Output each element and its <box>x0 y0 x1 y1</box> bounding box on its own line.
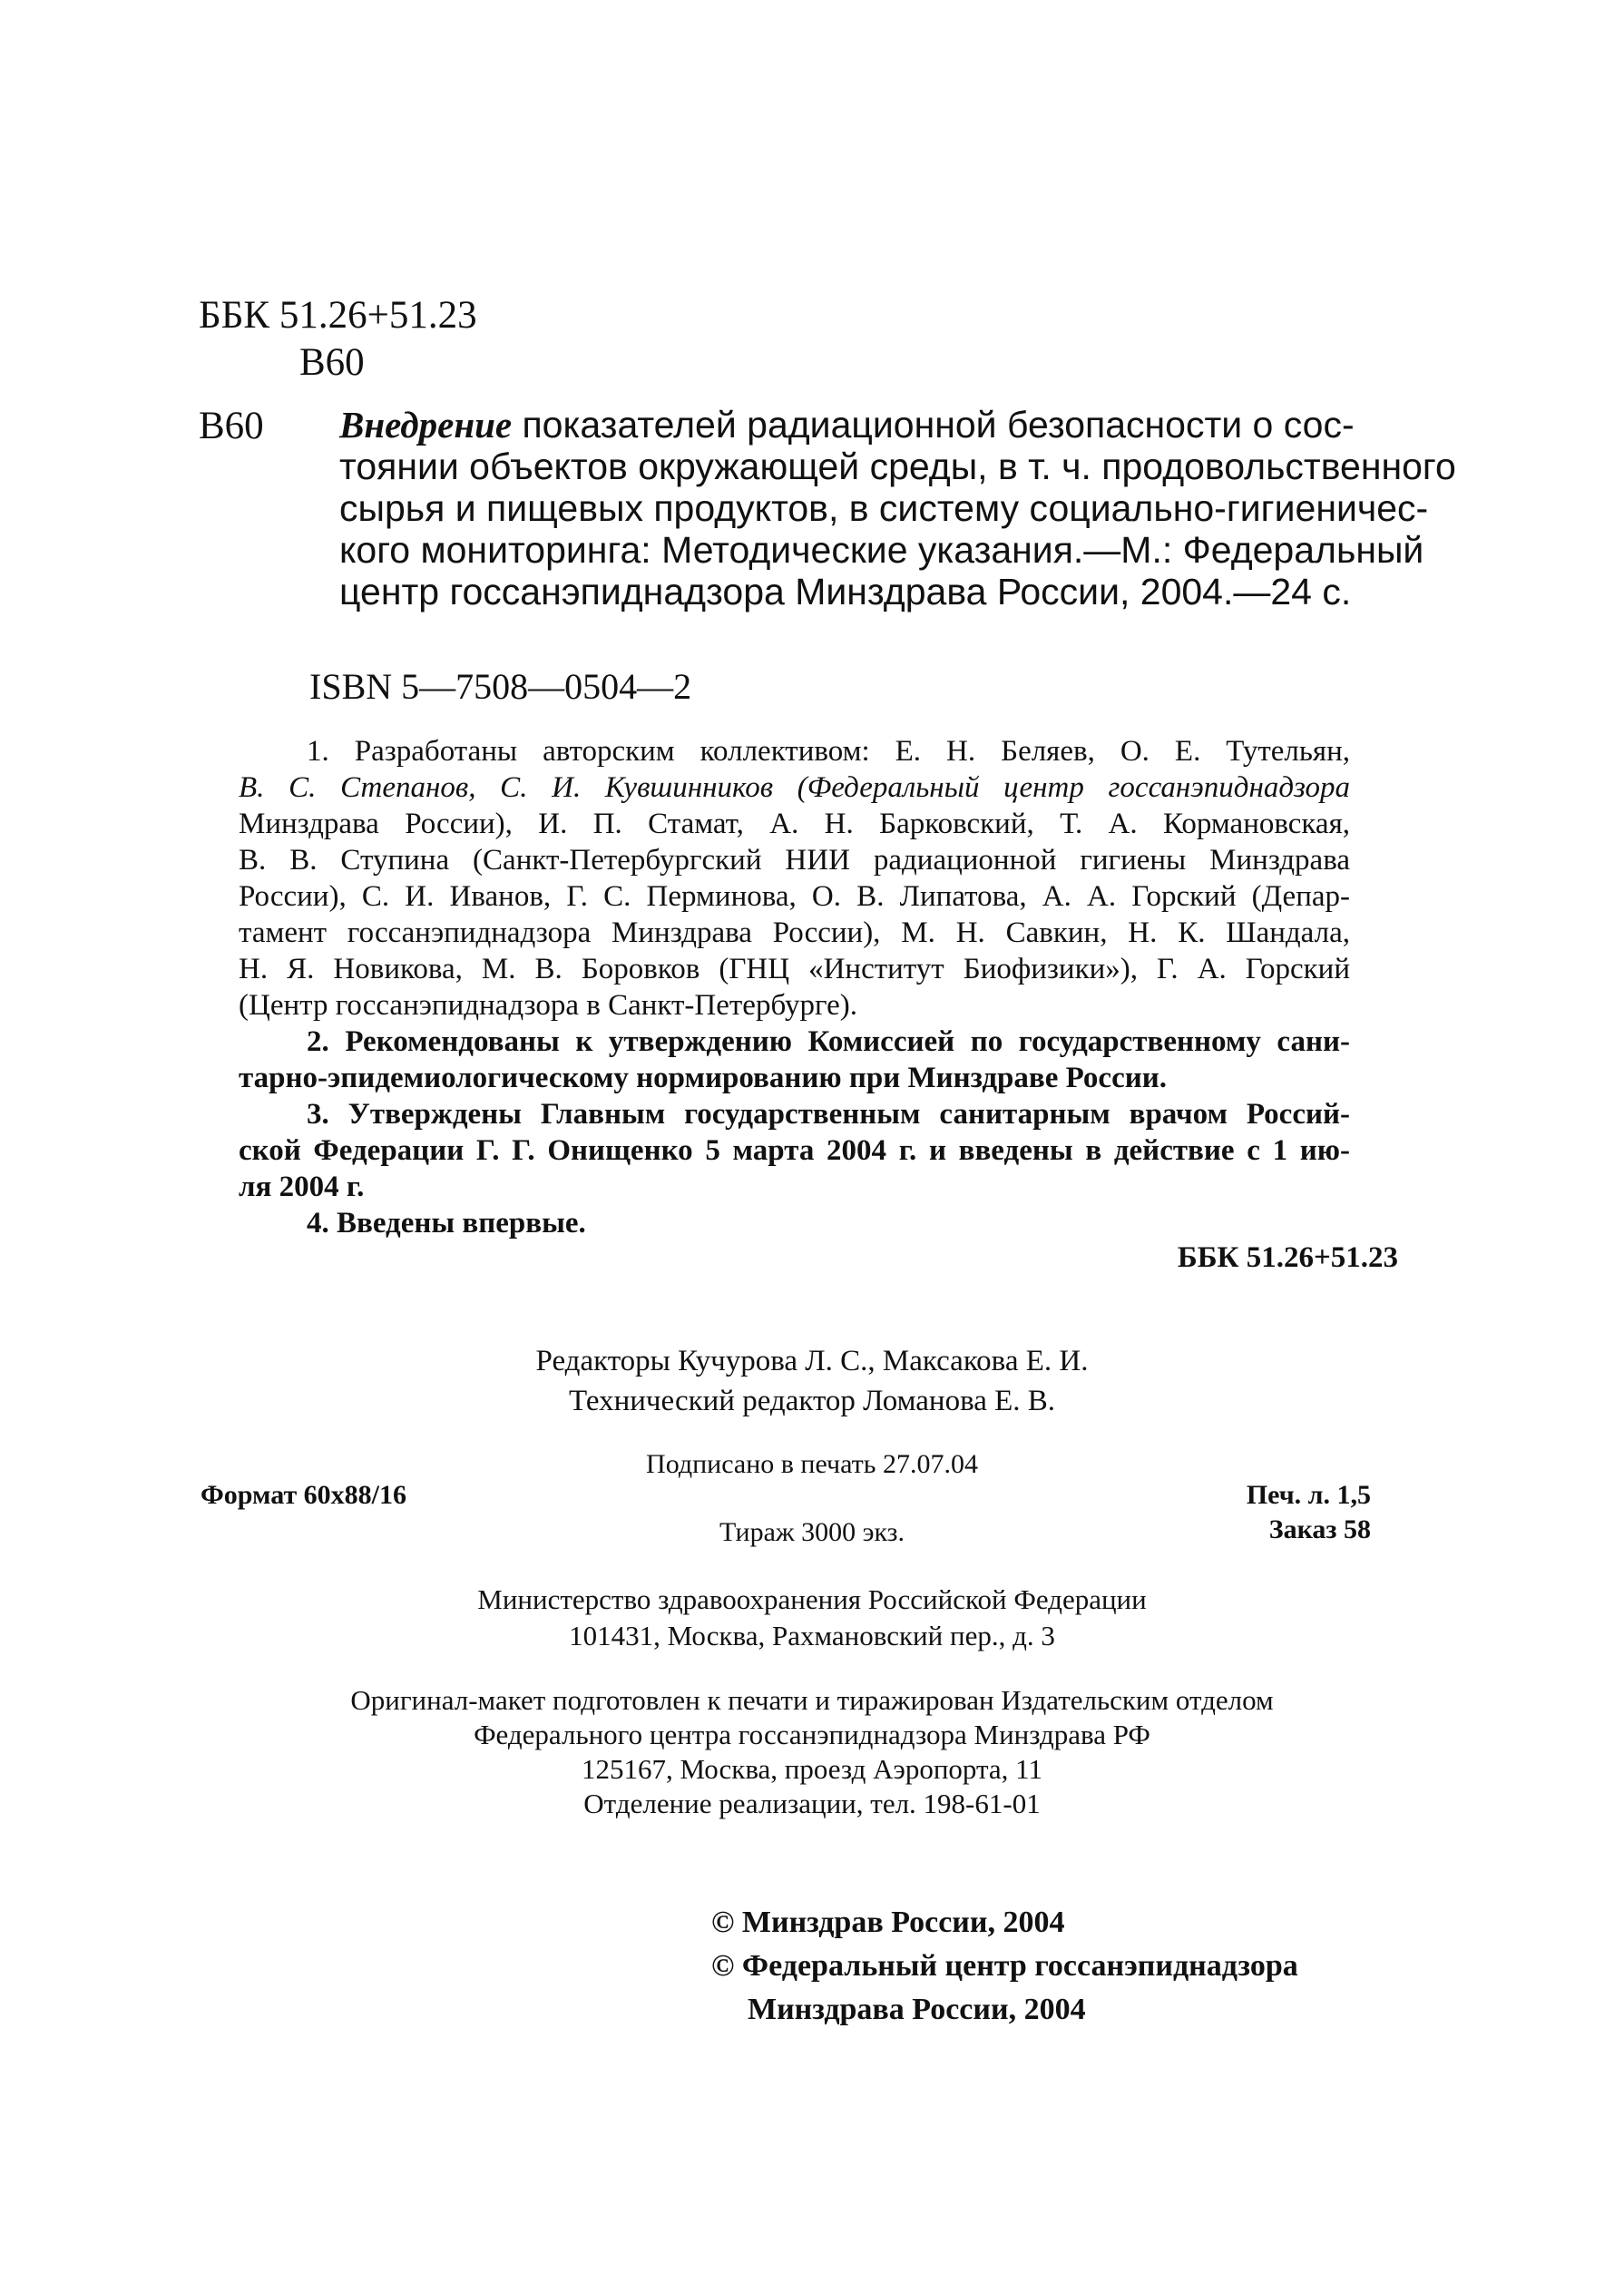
publisher-line: 125167, Москва, проезд Аэропорта, 11 <box>581 1753 1043 1785</box>
isbn: ISBN 5—7508—0504—2 <box>309 666 692 707</box>
author-sign: В60 <box>299 341 365 384</box>
note-4-line: 4. Введены впервые. <box>307 1207 586 1240</box>
bbk-code: ББК 51.26+51.23 <box>199 294 477 337</box>
copyright-line: © Минздрав России, 2004 <box>711 1906 1065 1939</box>
note-3-line: ля 2004 г. <box>239 1171 365 1203</box>
editors: Редакторы Кучурова Л. С., Максакова Е. И. <box>535 1345 1089 1377</box>
publisher-line: Отделение реализации, тел. 198-61-01 <box>583 1788 1041 1819</box>
bbk-classification <box>199 292 477 387</box>
title-word: Внедрение <box>339 404 513 446</box>
note-2-line: тарно-эпидемиологическому нормированию при Минздраве России. <box>239 1062 1167 1094</box>
paper-format: Формат 60х88/16 <box>201 1480 407 1510</box>
technical-editor: Технический редактор Ломанова Е. В. <box>568 1385 1056 1417</box>
publisher-line: Федерального центра госсанэпиднадзора Минздрава РФ <box>474 1719 1150 1750</box>
note-1-line: тамент госсанэпиднадзора Минздрава России), М. Н. Савкин, Н. К. Шандала, <box>239 916 1350 949</box>
copyright-block <box>711 1901 1298 2032</box>
bibliographic-description <box>339 404 1456 612</box>
copyright-line: Минздрава России, 2004 <box>748 1993 1086 2026</box>
publisher-block <box>0 1683 1624 1821</box>
ministry-block <box>0 1582 1624 1654</box>
note-3-line: 3. Утверждены Главным государственным санитарным врачом Россий- <box>307 1098 1350 1131</box>
note-1-line: Минздрава России), И. П. Стамат, А. Н. Барковский, Т. А. Кормановская, <box>239 808 1350 840</box>
note-2-line: 2. Рекомендованы к утверждению Комиссией по государственному сани- <box>307 1025 1350 1058</box>
description-line: кого мониторинга: Методические указания.—М.: Федеральный <box>339 529 1424 571</box>
note-1-line: В. В. Ступина (Санкт-Петербургский НИИ радиационной гигиены Минздрава <box>239 844 1350 877</box>
note-1-line: 1. Разработаны авторским коллективом: Е. Н. Беляев, О. Е. Тутельян, <box>307 735 1350 768</box>
ministry-address: 101431, Москва, Рахмановский пер., д. 3 <box>569 1620 1055 1651</box>
note-1-line: России), С. И. Иванов, Г. С. Перминова, О. В. Липатова, А. А. Горский (Депар- <box>239 880 1350 913</box>
order-number: Заказ 58 <box>1268 1514 1371 1544</box>
print-run: Тираж 3000 экз. <box>719 1517 905 1547</box>
print-signed-date: Подписано в печать 27.07.04 <box>646 1449 978 1479</box>
note-1-line: В. С. Степанов, С. И. Кувшинников (Федеральный центр госсанэпиднадзора <box>239 771 1350 804</box>
entry-author-sign: В60 <box>199 405 264 447</box>
note-1-line: (Центр госсанэпиднадзора в Санкт-Петербурге). <box>239 989 857 1022</box>
description-line: сырья и пищевых продуктов, в систему социально-гигиеничес- <box>339 487 1429 529</box>
bbk-footer: ББК 51.26+51.23 <box>1177 1241 1398 1274</box>
notes-section <box>239 733 1350 1241</box>
description-line: центр госсанэпиднадзора Минздрава России, 2004.—24 с. <box>339 571 1352 612</box>
editors-block <box>0 1341 1624 1421</box>
copyright-line: © Федеральный центр госсанэпиднадзора <box>711 1949 1298 1983</box>
description-line: тоянии объектов окружающей среды, в т. ч. продовольственного <box>339 446 1456 487</box>
description-line: показателей радиационной безопасности о сос- <box>512 404 1355 446</box>
ministry-name: Министерство здравоохранения Российской Федерации <box>477 1583 1147 1615</box>
publisher-line: Оригинал-макет подготовлен к печати и тиражирован Издательским отделом <box>350 1684 1274 1716</box>
printed-sheets: Печ. л. 1,5 <box>1246 1480 1371 1510</box>
note-1-line: Н. Я. Новикова, М. В. Боровков (ГНЦ «Институт Биофизики»), Г. А. Горский <box>239 953 1350 985</box>
note-3-line: ской Федерации Г. Г. Онищенко 5 марта 2004 г. и введены в действие с 1 ию- <box>239 1134 1350 1167</box>
